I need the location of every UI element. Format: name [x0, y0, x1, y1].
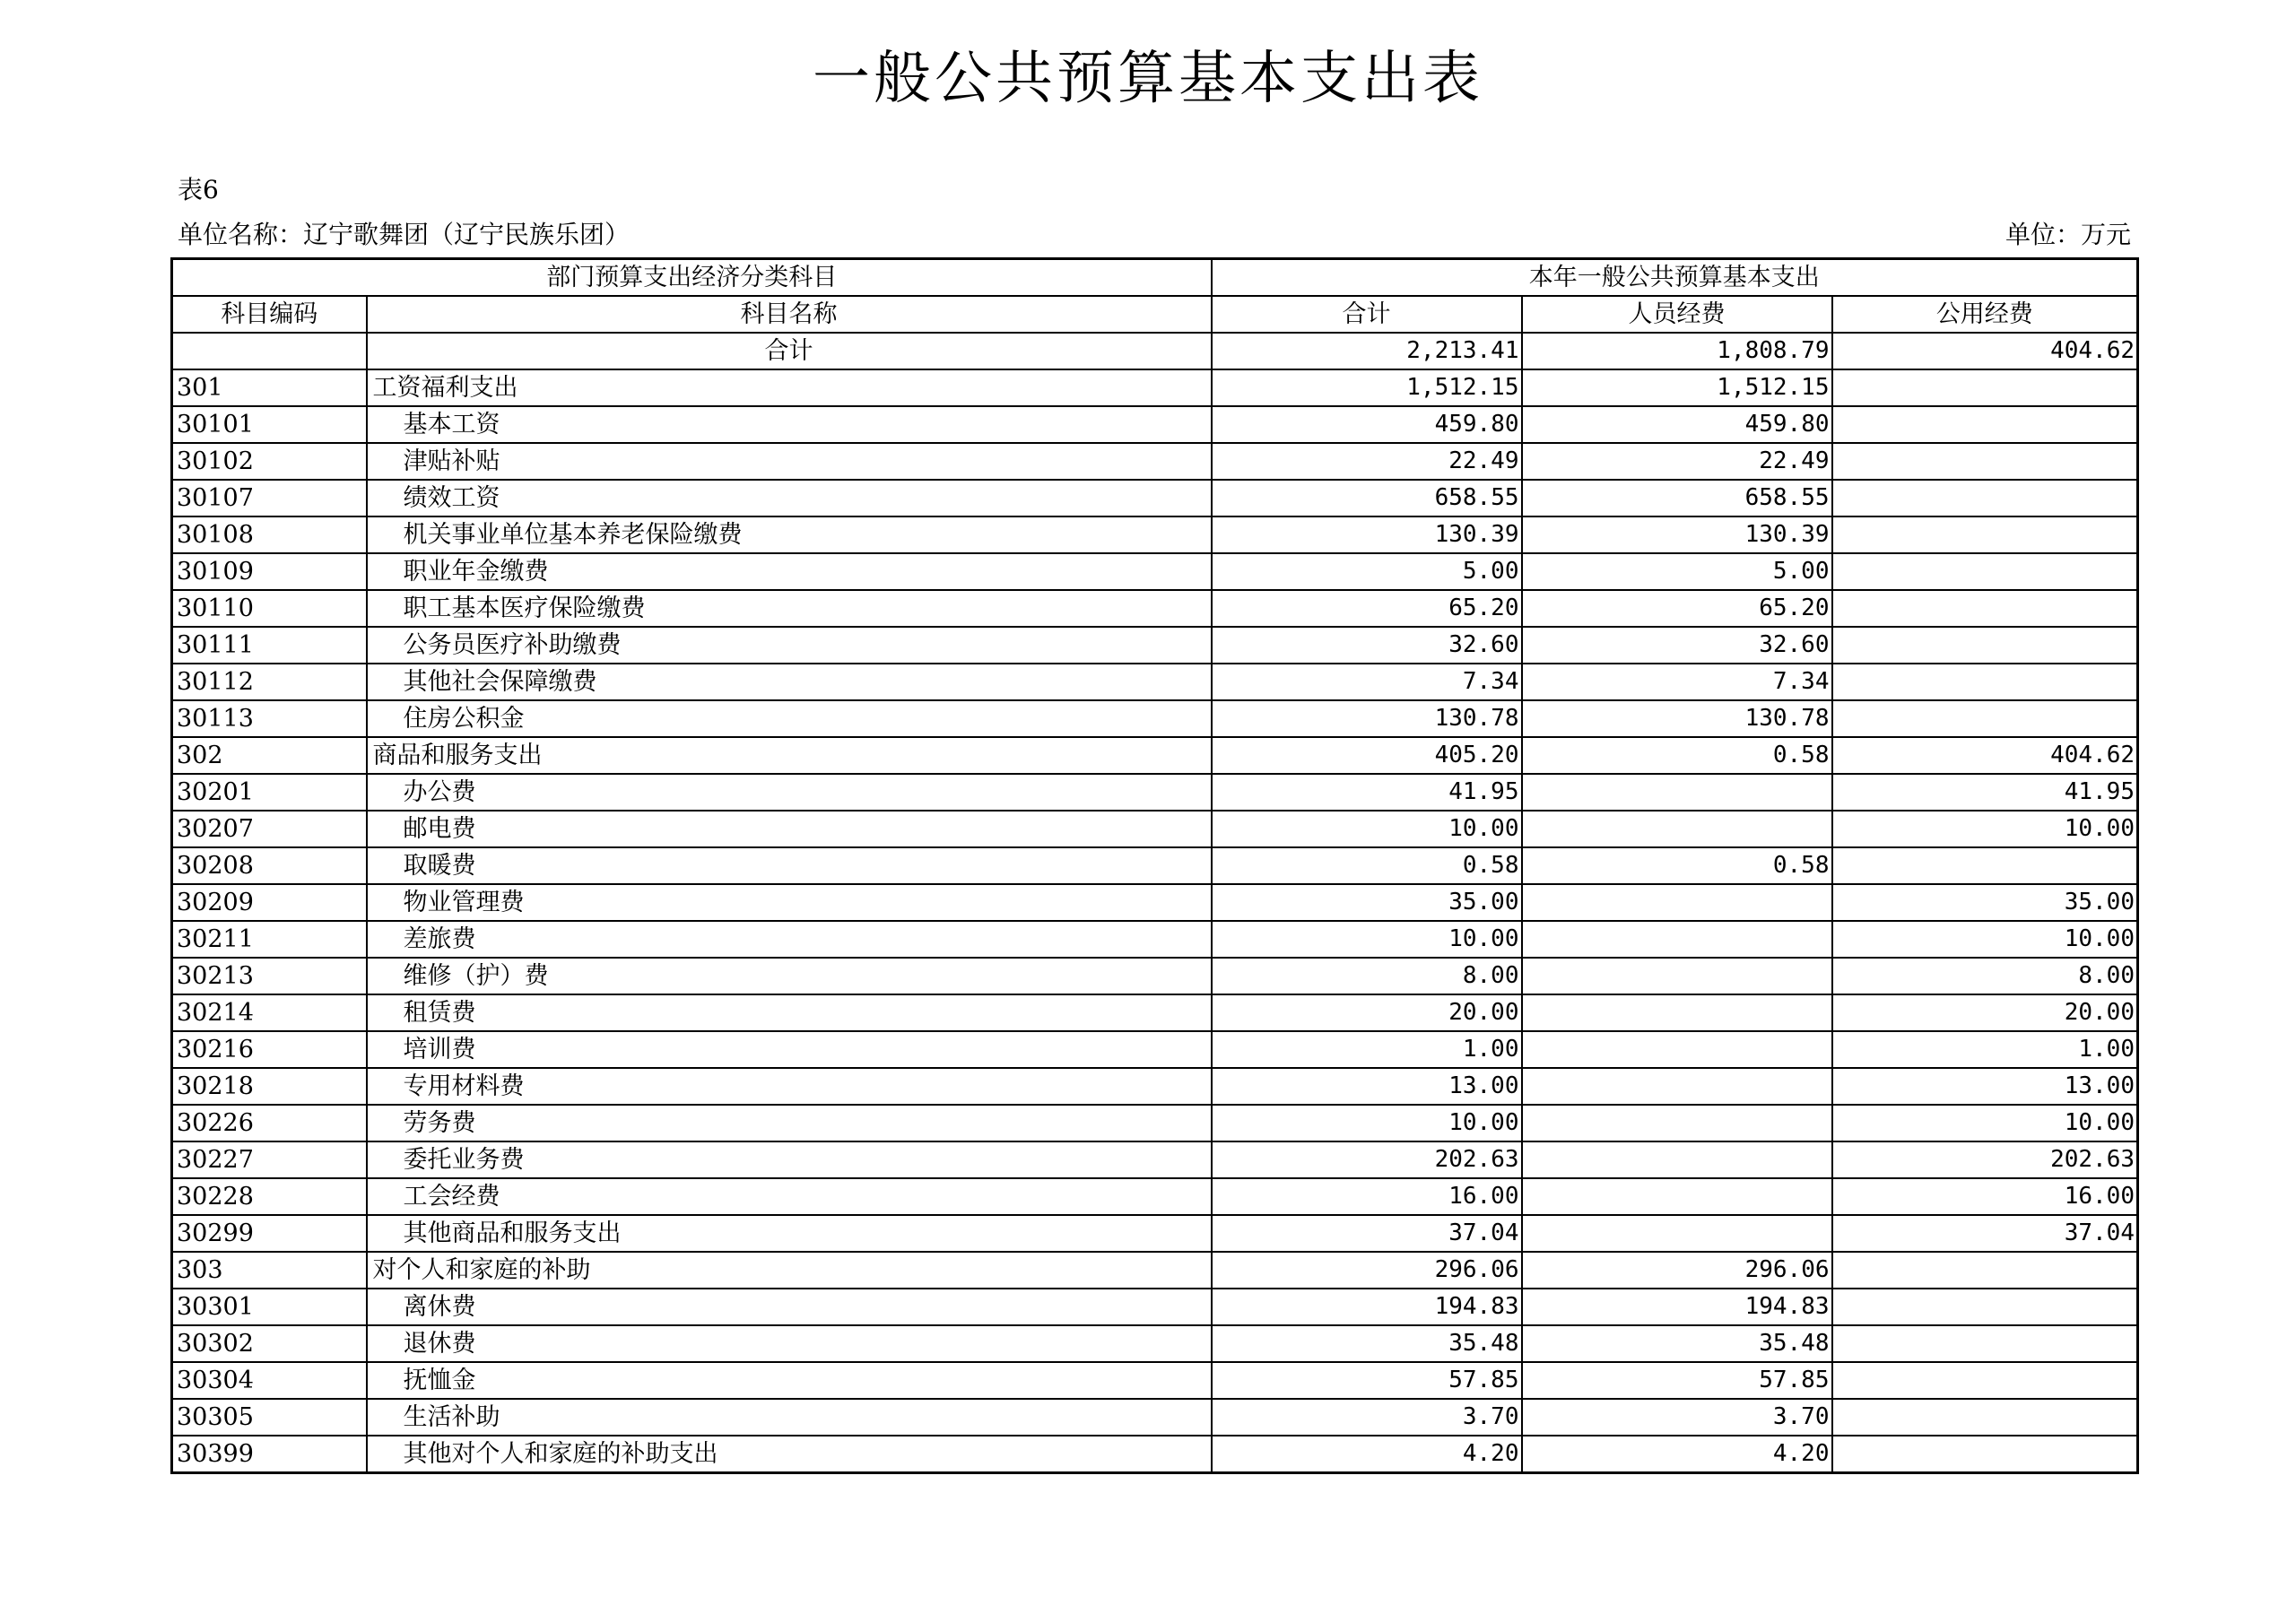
- table-row: [172, 369, 2138, 406]
- row-code: 30108: [172, 516, 367, 553]
- table-row: [172, 664, 2138, 700]
- row-total: 57.85: [1212, 1362, 1522, 1399]
- row-code: 30111: [172, 627, 367, 664]
- row-name: 基本工资: [367, 406, 1212, 443]
- header-group-right: 本年一般公共预算基本支出: [1212, 259, 2138, 297]
- row-code: 30110: [172, 590, 367, 627]
- row-name: 取暖费: [367, 847, 1212, 884]
- row-personnel: 130.39: [1522, 516, 1832, 553]
- row-personnel: 0.58: [1522, 847, 1832, 884]
- row-total: 16.00: [1212, 1178, 1522, 1215]
- table-row: [172, 516, 2138, 553]
- row-total: 41.95: [1212, 774, 1522, 811]
- row-personnel: 32.60: [1522, 627, 1832, 664]
- row-personnel: [1522, 1105, 1832, 1141]
- row-code: 30112: [172, 664, 367, 700]
- row-public: 37.04: [1832, 1215, 2138, 1252]
- row-total: 22.49: [1212, 443, 1522, 480]
- table-row: [172, 1325, 2138, 1362]
- row-code: 30399: [172, 1436, 367, 1473]
- row-total: 1,512.15: [1212, 369, 1522, 406]
- currency-unit: 单位：万元: [2005, 220, 2131, 249]
- row-public: [1832, 1436, 2138, 1473]
- total-row: [172, 333, 2138, 369]
- row-total: 7.34: [1212, 664, 1522, 700]
- row-personnel: 35.48: [1522, 1325, 1832, 1362]
- row-public: [1832, 1399, 2138, 1436]
- row-name: 工会经费: [367, 1178, 1212, 1215]
- row-personnel: [1522, 811, 1832, 847]
- row-code: 302: [172, 737, 367, 774]
- row-name: 住房公积金: [367, 700, 1212, 737]
- total-row-total: 2,213.41: [1212, 333, 1522, 369]
- row-personnel: 130.78: [1522, 700, 1832, 737]
- header-name: 科目名称: [367, 296, 1212, 333]
- table-row: [172, 1436, 2138, 1473]
- row-total: 10.00: [1212, 1105, 1522, 1141]
- row-total: 4.20: [1212, 1436, 1522, 1473]
- table-row: [172, 811, 2138, 847]
- table-row: [172, 921, 2138, 958]
- table-row: [172, 406, 2138, 443]
- row-personnel: 65.20: [1522, 590, 1832, 627]
- row-public: 35.00: [1832, 884, 2138, 921]
- row-name: 工资福利支出: [367, 369, 1212, 406]
- table-row: [172, 958, 2138, 994]
- row-personnel: [1522, 774, 1832, 811]
- table-row: [172, 443, 2138, 480]
- row-public: [1832, 480, 2138, 516]
- row-code: 30216: [172, 1031, 367, 1068]
- row-name: 退休费: [367, 1325, 1212, 1362]
- row-code: 30208: [172, 847, 367, 884]
- row-name: 离休费: [367, 1289, 1212, 1325]
- row-code: 30207: [172, 811, 367, 847]
- row-public: [1832, 627, 2138, 664]
- row-personnel: 459.80: [1522, 406, 1832, 443]
- row-public: 404.62: [1832, 737, 2138, 774]
- row-personnel: 1,512.15: [1522, 369, 1832, 406]
- row-public: 41.95: [1832, 774, 2138, 811]
- row-total: 3.70: [1212, 1399, 1522, 1436]
- row-name: 其他对个人和家庭的补助支出: [367, 1436, 1212, 1473]
- row-total: 194.83: [1212, 1289, 1522, 1325]
- row-public: 20.00: [1832, 994, 2138, 1031]
- row-public: [1832, 553, 2138, 590]
- row-total: 10.00: [1212, 811, 1522, 847]
- row-code: 30214: [172, 994, 367, 1031]
- table-row: [172, 994, 2138, 1031]
- row-name: 差旅费: [367, 921, 1212, 958]
- row-personnel: 7.34: [1522, 664, 1832, 700]
- row-personnel: [1522, 1068, 1832, 1105]
- table-number: 表6: [178, 175, 219, 204]
- row-name: 培训费: [367, 1031, 1212, 1068]
- table-row: [172, 480, 2138, 516]
- row-name: 其他社会保障缴费: [367, 664, 1212, 700]
- row-name: 机关事业单位基本养老保险缴费: [367, 516, 1212, 553]
- table-row: [172, 590, 2138, 627]
- row-personnel: [1522, 994, 1832, 1031]
- row-total: 459.80: [1212, 406, 1522, 443]
- header-total: 合计: [1212, 296, 1522, 333]
- row-total: 130.78: [1212, 700, 1522, 737]
- row-public: 16.00: [1832, 1178, 2138, 1215]
- row-personnel: 22.49: [1522, 443, 1832, 480]
- row-name: 商品和服务支出: [367, 737, 1212, 774]
- row-personnel: [1522, 1178, 1832, 1215]
- table-row: [172, 884, 2138, 921]
- table-row: [172, 1399, 2138, 1436]
- table-row: [172, 1289, 2138, 1325]
- row-name: 劳务费: [367, 1105, 1212, 1141]
- row-public: [1832, 664, 2138, 700]
- row-public: [1832, 700, 2138, 737]
- budget-table: [170, 257, 2139, 1474]
- row-code: 30226: [172, 1105, 367, 1141]
- row-public: [1832, 1289, 2138, 1325]
- row-personnel: 658.55: [1522, 480, 1832, 516]
- total-row-personnel: 1,808.79: [1522, 333, 1832, 369]
- row-personnel: 3.70: [1522, 1399, 1832, 1436]
- row-public: [1832, 369, 2138, 406]
- row-personnel: [1522, 958, 1832, 994]
- table-row: [172, 1141, 2138, 1178]
- row-name: 职业年金缴费: [367, 553, 1212, 590]
- row-personnel: [1522, 1031, 1832, 1068]
- row-code: 30101: [172, 406, 367, 443]
- row-total: 35.48: [1212, 1325, 1522, 1362]
- row-code: 30107: [172, 480, 367, 516]
- row-code: 30218: [172, 1068, 367, 1105]
- row-code: 30227: [172, 1141, 367, 1178]
- row-name: 租赁费: [367, 994, 1212, 1031]
- row-total: 65.20: [1212, 590, 1522, 627]
- row-total: 35.00: [1212, 884, 1522, 921]
- row-personnel: [1522, 1141, 1832, 1178]
- row-public: 202.63: [1832, 1141, 2138, 1178]
- total-row-public: 404.62: [1832, 333, 2138, 369]
- row-personnel: [1522, 921, 1832, 958]
- unit-name: 单位名称：辽宁歌舞团（辽宁民族乐团）: [178, 220, 631, 249]
- row-total: 8.00: [1212, 958, 1522, 994]
- row-personnel: 4.20: [1522, 1436, 1832, 1473]
- row-total: 405.20: [1212, 737, 1522, 774]
- row-name: 对个人和家庭的补助: [367, 1252, 1212, 1289]
- total-row-label: 合计: [367, 333, 1212, 369]
- row-name: 生活补助: [367, 1399, 1212, 1436]
- row-code: 30102: [172, 443, 367, 480]
- row-personnel: 194.83: [1522, 1289, 1832, 1325]
- row-total: 20.00: [1212, 994, 1522, 1031]
- row-code: 30213: [172, 958, 367, 994]
- row-public: [1832, 1325, 2138, 1362]
- row-code: 30109: [172, 553, 367, 590]
- row-name: 维修（护）费: [367, 958, 1212, 994]
- table-row: [172, 1362, 2138, 1399]
- table-row: [172, 1068, 2138, 1105]
- row-name: 职工基本医疗保险缴费: [367, 590, 1212, 627]
- row-public: [1832, 847, 2138, 884]
- row-total: 1.00: [1212, 1031, 1522, 1068]
- row-public: 10.00: [1832, 811, 2138, 847]
- table-row: [172, 737, 2138, 774]
- row-code: 303: [172, 1252, 367, 1289]
- row-total: 0.58: [1212, 847, 1522, 884]
- table-row: [172, 1031, 2138, 1068]
- row-total: 202.63: [1212, 1141, 1522, 1178]
- row-name: 物业管理费: [367, 884, 1212, 921]
- row-name: 公务员医疗补助缴费: [367, 627, 1212, 664]
- table-row: [172, 700, 2138, 737]
- row-code: 30211: [172, 921, 367, 958]
- row-code: 30299: [172, 1215, 367, 1252]
- row-public: [1832, 590, 2138, 627]
- row-total: 37.04: [1212, 1215, 1522, 1252]
- table-row: [172, 847, 2138, 884]
- row-code: 30301: [172, 1289, 367, 1325]
- row-code: 30228: [172, 1178, 367, 1215]
- table-row: [172, 1178, 2138, 1215]
- header-column-row: [172, 296, 2138, 333]
- row-public: 10.00: [1832, 1105, 2138, 1141]
- row-code: 30113: [172, 700, 367, 737]
- row-code: 30209: [172, 884, 367, 921]
- row-public: 8.00: [1832, 958, 2138, 994]
- row-code: 30305: [172, 1399, 367, 1436]
- row-public: [1832, 1252, 2138, 1289]
- table-row: [172, 553, 2138, 590]
- row-code: 30304: [172, 1362, 367, 1399]
- row-personnel: 296.06: [1522, 1252, 1832, 1289]
- row-total: 130.39: [1212, 516, 1522, 553]
- header-personnel: 人员经费: [1522, 296, 1832, 333]
- row-personnel: [1522, 884, 1832, 921]
- row-personnel: 5.00: [1522, 553, 1832, 590]
- row-total: 296.06: [1212, 1252, 1522, 1289]
- row-name: 其他商品和服务支出: [367, 1215, 1212, 1252]
- row-total: 10.00: [1212, 921, 1522, 958]
- total-row-code: [172, 333, 367, 369]
- row-name: 抚恤金: [367, 1362, 1212, 1399]
- row-name: 邮电费: [367, 811, 1212, 847]
- row-name: 办公费: [367, 774, 1212, 811]
- row-public: [1832, 516, 2138, 553]
- row-name: 委托业务费: [367, 1141, 1212, 1178]
- row-public: 10.00: [1832, 921, 2138, 958]
- header-group-row: [172, 259, 2138, 297]
- row-code: 301: [172, 369, 367, 406]
- row-name: 专用材料费: [367, 1068, 1212, 1105]
- row-personnel: 0.58: [1522, 737, 1832, 774]
- header-code: 科目编码: [172, 296, 367, 333]
- row-personnel: 57.85: [1522, 1362, 1832, 1399]
- row-code: 30302: [172, 1325, 367, 1362]
- table-row: [172, 1215, 2138, 1252]
- table-row: [172, 627, 2138, 664]
- table-row: [172, 1252, 2138, 1289]
- row-public: 13.00: [1832, 1068, 2138, 1105]
- row-public: [1832, 443, 2138, 480]
- page-title: 一般公共预算基本支出表: [813, 46, 1483, 112]
- row-name: 津贴补贴: [367, 443, 1212, 480]
- row-total: 32.60: [1212, 627, 1522, 664]
- header-group-left: 部门预算支出经济分类科目: [172, 259, 1212, 297]
- row-total: 13.00: [1212, 1068, 1522, 1105]
- row-personnel: [1522, 1215, 1832, 1252]
- row-public: [1832, 406, 2138, 443]
- table-row: [172, 1105, 2138, 1141]
- row-total: 658.55: [1212, 480, 1522, 516]
- table-row: [172, 774, 2138, 811]
- row-total: 5.00: [1212, 553, 1522, 590]
- row-public: [1832, 1362, 2138, 1399]
- row-code: 30201: [172, 774, 367, 811]
- header-public: 公用经费: [1832, 296, 2138, 333]
- row-name: 绩效工资: [367, 480, 1212, 516]
- row-public: 1.00: [1832, 1031, 2138, 1068]
